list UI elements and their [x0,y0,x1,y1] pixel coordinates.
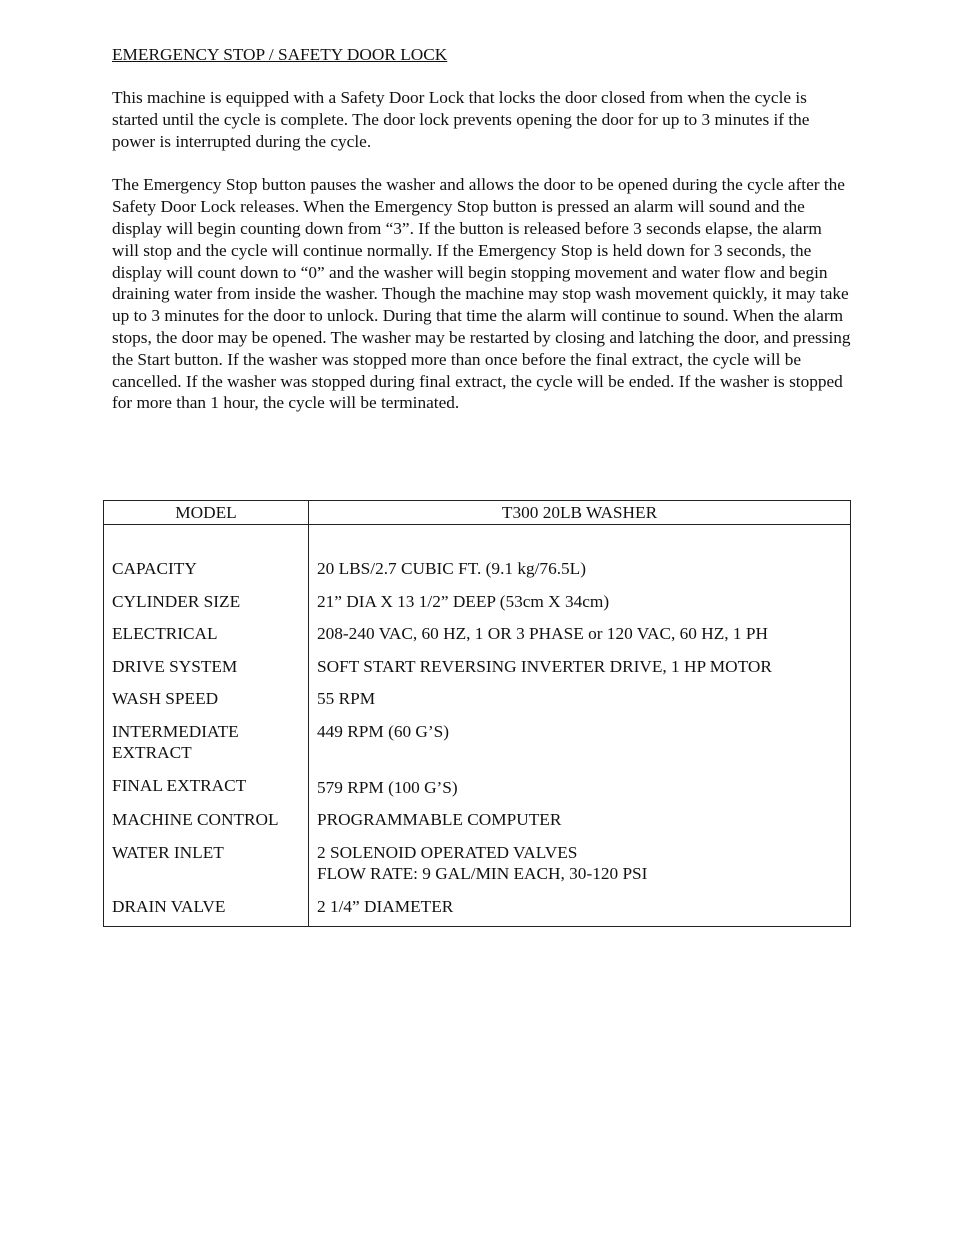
spec-value-text: 579 RPM (100 G’S) [317,777,458,797]
specifications-table [103,500,851,927]
spec-label: MACHINE CONTROL [104,809,309,842]
spec-value: 55 RPM [309,688,851,721]
table-row [104,809,851,842]
spec-label: CYLINDER SIZE [104,591,309,624]
spec-label: WATER INLET [104,842,309,896]
header-model-label: MODEL [104,501,309,525]
table-row [104,688,851,721]
spec-label: FINAL EXTRACT [104,775,309,810]
spec-value: PROGRAMMABLE COMPUTER [309,809,851,842]
table-row [104,721,851,775]
spec-value: 21” DIA X 13 1/2” DEEP (53cm X 34cm) [309,591,851,624]
spec-label: ELECTRICAL [104,623,309,656]
document-body [112,44,852,436]
spec-value: 2 1/4” DIAMETER [309,896,851,927]
table-row [104,591,851,624]
spec-label-line: INTERMEDIATE [112,721,239,741]
spec-value: 449 RPM (60 G’S) [309,721,851,775]
table-spacer-row [104,525,851,559]
spec-value: 20 LBS/2.7 CUBIC FT. (9.1 kg/76.5L) [309,558,851,591]
table-row [104,558,851,591]
spec-value-line: FLOW RATE: 9 GAL/MIN EACH, 30-120 PSI [317,864,648,883]
spec-label: DRAIN VALVE [104,896,309,927]
spec-label [104,721,309,775]
spec-label: WASH SPEED [104,688,309,721]
emergency-stop-paragraph: The Emergency Stop button pauses the washer and allows the door to be opened during the cycle after the Safety Door Lock releases. When the Emergency Stop button is pressed an alarm will sound and the display will begin counting down from “3”. If the button is released before 3 seconds elapse, the alarm will stop and the cycle will continue normally. If the Emergency Stop is held down for 3 seconds, the display will count down to “0” and the washer will begin stopping movement and water flow and begin draining water from inside the washer. Though the machine may stop wash movement quickly, it may take up to 3 minutes for the door to unlock. During that time the alarm will continue to sound. When the alarm stops, the door may be opened. The washer may be restarted by closing and latching the door, and pressing the Start button. If the washer was stopped more than once before the final extract, the cycle will be cancelled. If the washer was stopped during final extract, the cycle will be ended. If the washer is stopped for more than 1 hour, the cycle will be terminated. [112,175,851,413]
spec-value [309,842,851,896]
table-row [104,775,851,810]
spec-value: 208-240 VAC, 60 HZ, 1 OR 3 PHASE or 120 VAC, 60 HZ, 1 PH [309,623,851,656]
door-lock-paragraph: This machine is equipped with a Safety Door Lock that locks the door closed from when the cycle is started until the cycle is complete. The door lock prevents opening the door for up to 3 minutes if the power is interrupted during the cycle. [112,88,810,151]
table-header-row [104,501,851,525]
table-row [104,896,851,927]
table-row [104,842,851,896]
section-heading: EMERGENCY STOP / SAFETY DOOR LOCK [112,45,448,64]
spec-value [309,775,851,810]
table-row [104,623,851,656]
spec-label-line: EXTRACT [112,743,192,762]
spec-value: SOFT START REVERSING INVERTER DRIVE, 1 HP MOTOR [309,656,851,689]
table-row [104,656,851,689]
header-model-value: T300 20LB WASHER [309,501,851,525]
spacer-cell [104,525,309,559]
spec-label: DRIVE SYSTEM [104,656,309,689]
spacer-cell [309,525,851,559]
spec-value-line: 2 SOLENOID OPERATED VALVES [317,842,578,862]
spec-label: CAPACITY [104,558,309,591]
